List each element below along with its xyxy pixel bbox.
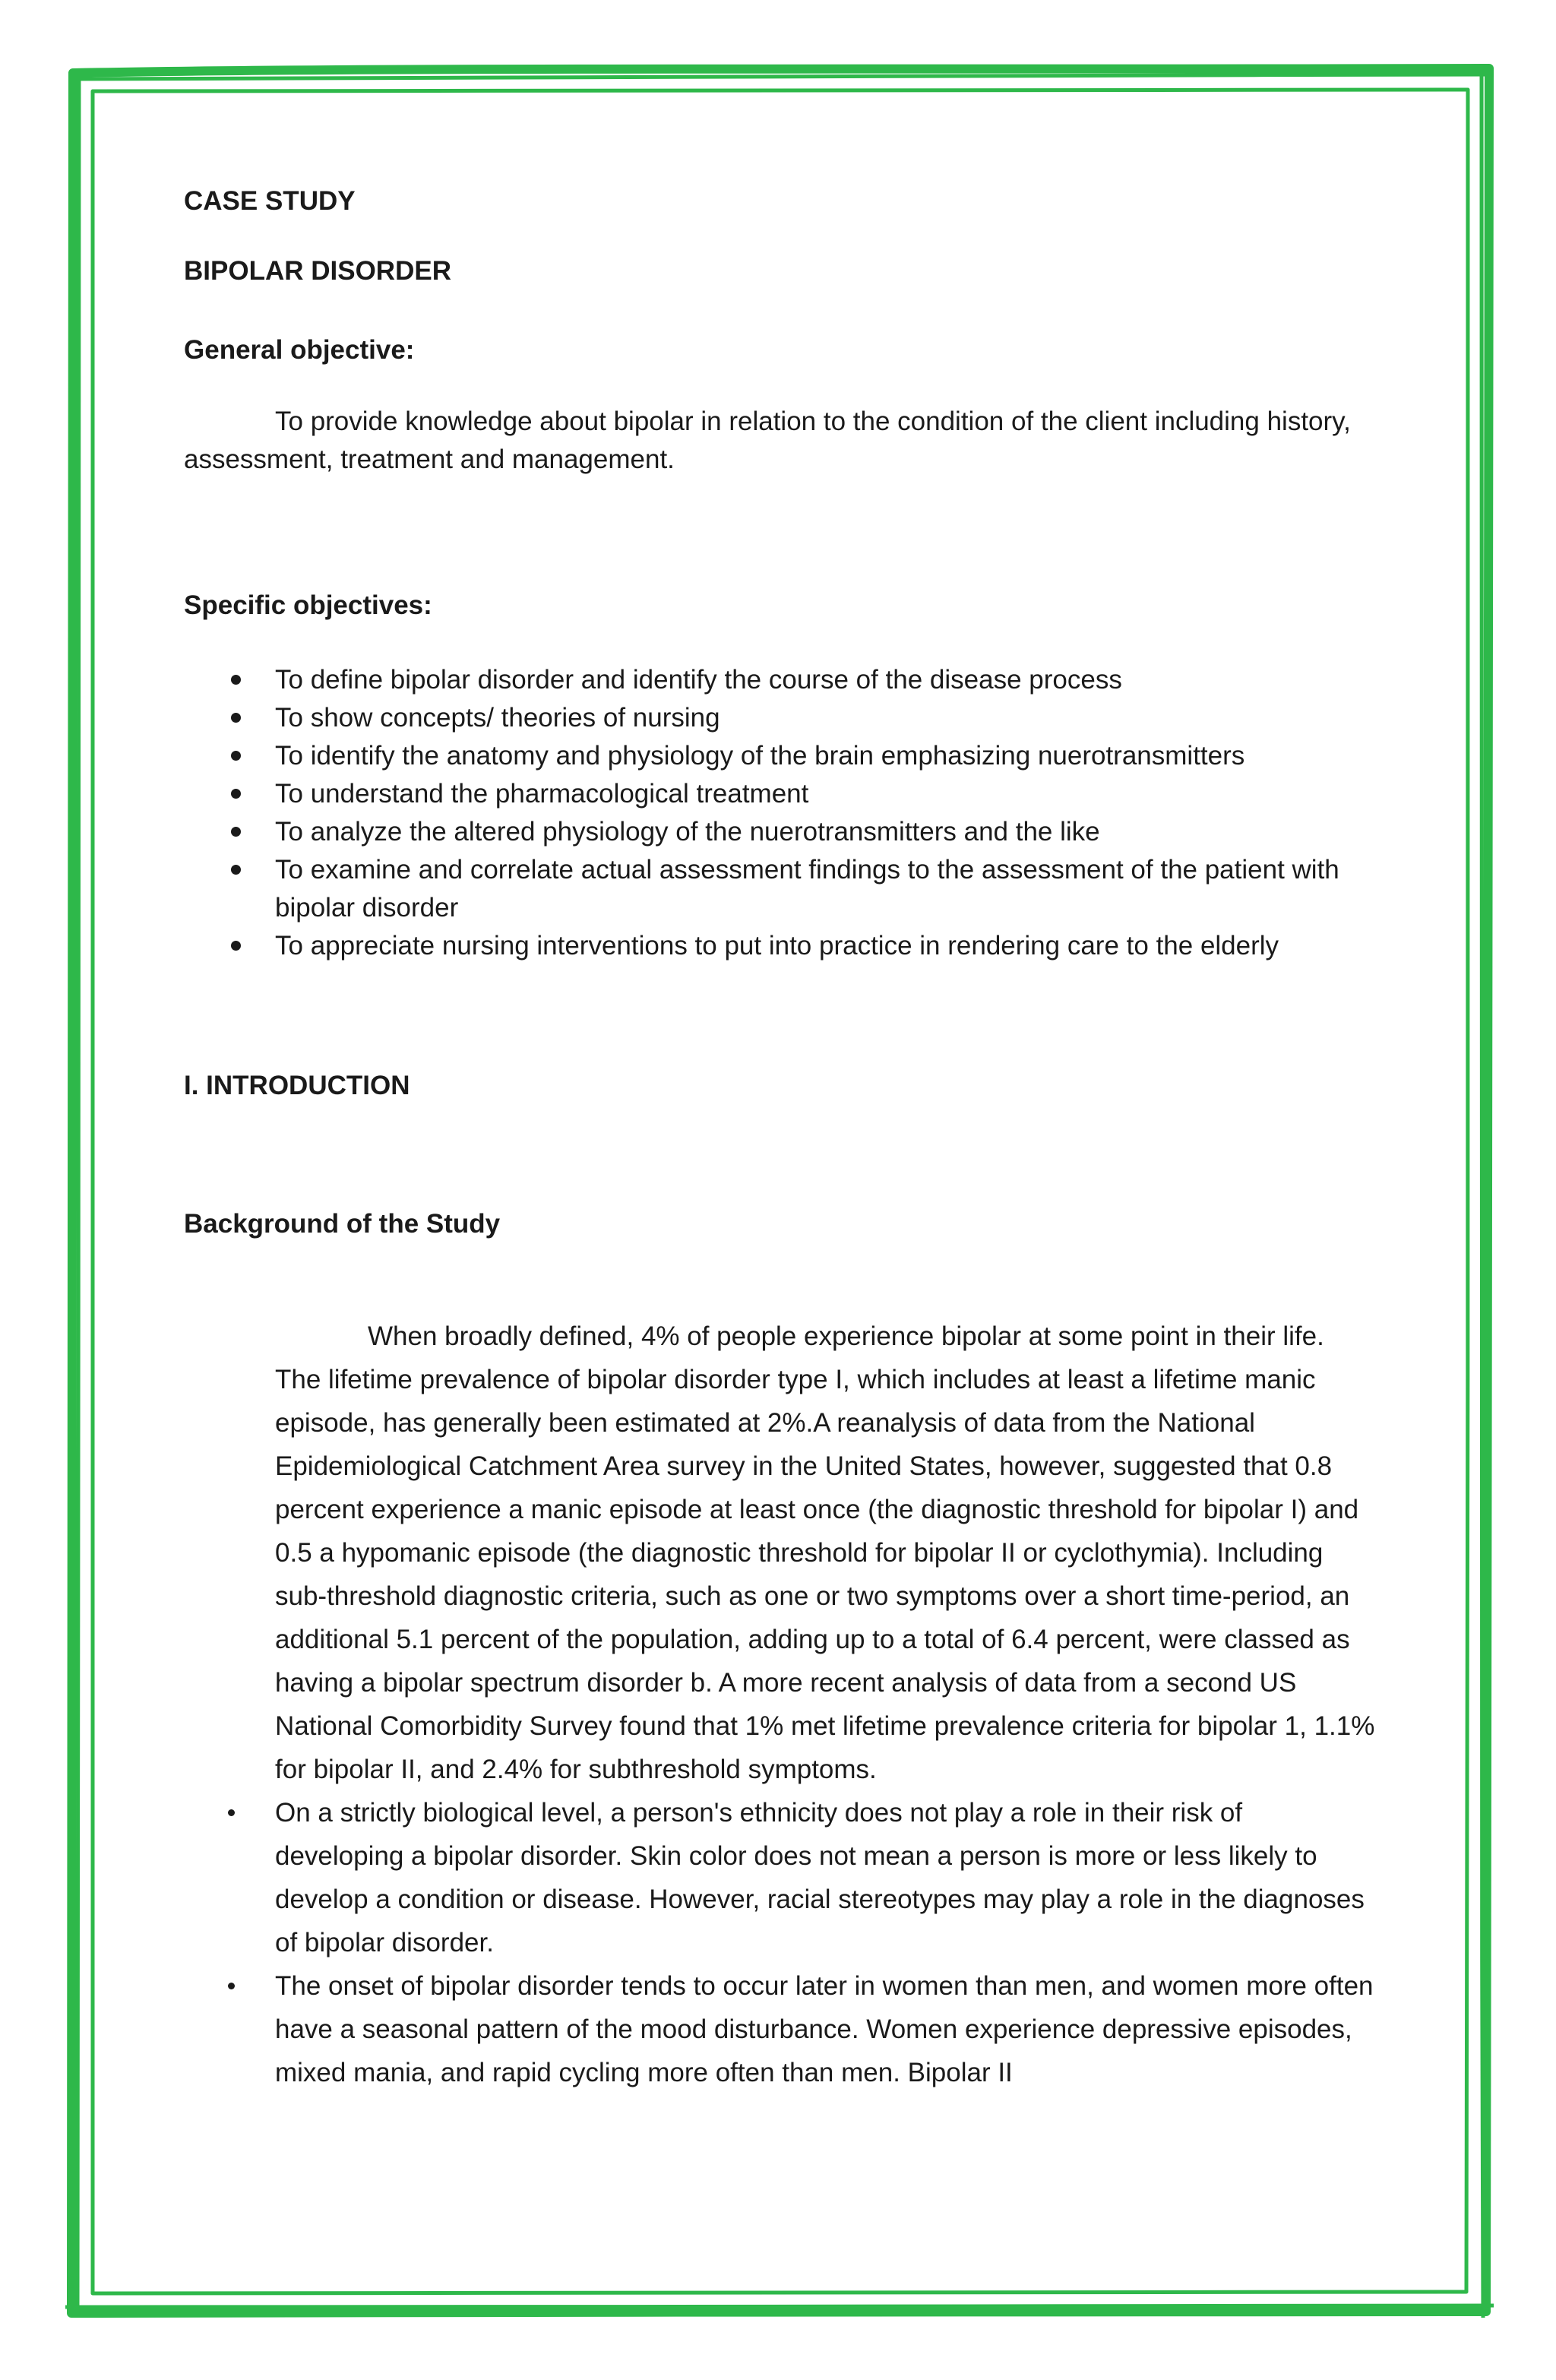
- list-item: To identify the anatomy and physiology of the brain emphasizing nuerotransmitters: [184, 737, 1392, 775]
- list-item: To define bipolar disorder and identify the course of the disease process: [184, 661, 1392, 699]
- general-objective-text: To provide knowledge about bipolar in relation to the condition of the client including history, assessment, treatment and management.: [184, 407, 1351, 474]
- background-section: [275, 1315, 1377, 2094]
- bullet-icon: [231, 865, 241, 875]
- list-item: To analyze the altered physiology of the nuerotransmitters and the like: [184, 813, 1392, 851]
- document-body: [184, 182, 1392, 2094]
- bullet-icon: [231, 675, 241, 685]
- list-item: The onset of bipolar disorder tends to occur later in women than men, and women more often have a seasonal pattern of the mood disturbance. Women experience depressive episodes, mixed mania, and rapid cycling more often than men. Bipolar II: [275, 1964, 1377, 2094]
- specific-objectives-list: [184, 661, 1392, 965]
- bullet-icon: [228, 1809, 235, 1816]
- bullet-icon: [231, 827, 241, 837]
- bullet-icon: [231, 789, 241, 799]
- background-bullet-list: [275, 1791, 1377, 2094]
- bullet-icon: [228, 1983, 235, 1989]
- general-objective-heading: General objective:: [184, 335, 415, 365]
- bullet-icon: [231, 941, 241, 951]
- list-item: To show concepts/ theories of nursing: [184, 699, 1392, 737]
- list-item: To examine and correlate actual assessment findings to the assessment of the patient with bipolar disorder: [184, 851, 1392, 927]
- background-paragraph: When broadly defined, 4% of people experience bipolar at some point in their life. The lifetime prevalence of bipolar disorder type I, which includes at least a lifetime manic episode, has generally been estimated at 2%.A reanalysis of data from the National Epidemiological Catchment Area survey in the United States, however, suggested that 0.8 percent experience a manic episode at least once (the diagnostic threshold for bipolar I) and 0.5 a hypomanic episode (the diagnostic threshold for bipolar II or cyclothymia). Including sub-threshold diagnostic criteria, such as one or two symptoms over a short time-period, an additional 5.1 percent of the population, adding up to a total of 6.4 percent, were classed as having a bipolar spectrum disorder b. A more recent analysis of data from a second US National Comorbidity Survey found that 1% met lifetime prevalence criteria for bipolar 1, 1.1% for bipolar II, and 2.4% for subthreshold symptoms.: [275, 1321, 1375, 1784]
- list-item: To appreciate nursing interventions to put into practice in rendering care to the elderly: [184, 927, 1392, 965]
- list-item: To understand the pharmacological treatment: [184, 775, 1392, 813]
- bipolar-disorder-title: BIPOLAR DISORDER: [184, 256, 451, 286]
- bullet-icon: [231, 751, 241, 761]
- specific-objectives-heading: Specific objectives:: [184, 590, 432, 620]
- bullet-icon: [231, 713, 241, 723]
- list-item: On a strictly biological level, a person's ethnicity does not play a role in their risk of developing a bipolar disorder. Skin color does not mean a person is more or less likely to develop a condition or disease. However, racial stereotypes may play a role in the diagnoses of bipolar disorder.: [275, 1791, 1377, 1964]
- case-study-title: CASE STUDY: [184, 186, 356, 216]
- introduction-heading: I. INTRODUCTION: [184, 1071, 410, 1100]
- background-heading: Background of the Study: [184, 1209, 501, 1239]
